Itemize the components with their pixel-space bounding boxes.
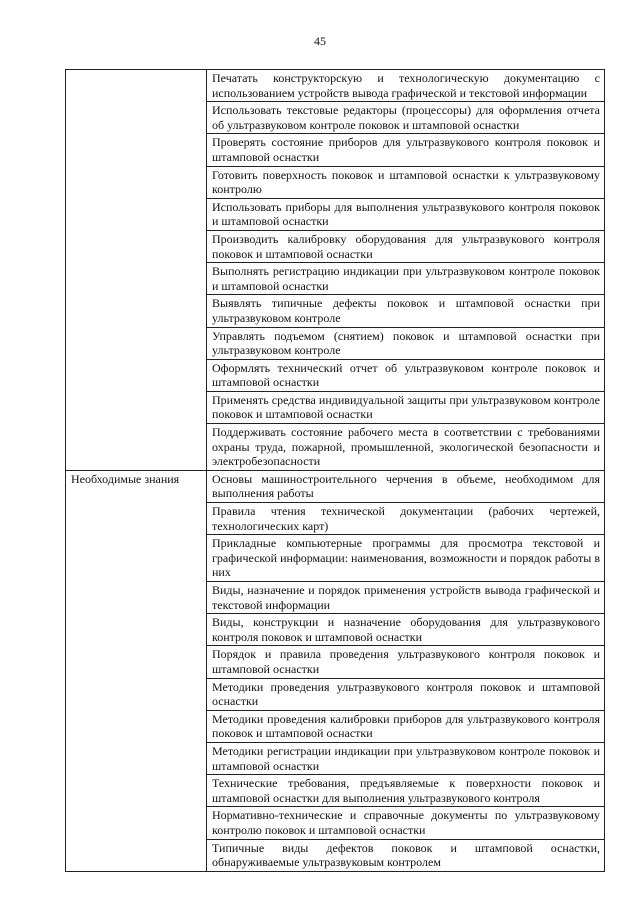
knowledge-item: Порядок и правила проведения ультразвукового контроля поковок и штамповой оснастки xyxy=(207,646,605,678)
knowledge-item: Типичные виды дефектов поковок и штамповой оснастки, обнаруживаемые ультразвуковым контролем xyxy=(207,839,605,871)
skill-item: Выявлять типичные дефекты поковок и штамповой оснастки при ультразвуковом контроле xyxy=(207,295,605,327)
skill-item: Выполнять регистрацию индикации при ультразвуковом контроле поковок и штамповой оснастки xyxy=(207,263,605,295)
knowledge-item: Правила чтения технической документации (рабочих чертежей, технологических карт) xyxy=(207,503,605,535)
skill-item: Готовить поверхность поковок и штамповой оснастки к ультразвуковому контролю xyxy=(207,166,605,198)
skill-item: Производить калибровку оборудования для ультразвукового контроля поковок и штамповой оснастки xyxy=(207,230,605,262)
skill-item: Использовать приборы для выполнения ультразвукового контроля поковок и штамповой оснастки xyxy=(207,198,605,230)
knowledge-item: Прикладные компьютерные программы для просмотра текстовой и графической информации: наименования, возможности и порядок работы в них xyxy=(207,535,605,582)
skill-item: Поддерживать состояние рабочего места в соответствии с требованиями охраны труда, пожарной, промышленной, экологической безопасности и электробезопасности xyxy=(207,424,605,471)
skill-item: Использовать текстовые редакторы (процессоры) для оформления отчета об ультразвуковом контроле поковок и штамповой оснастки xyxy=(207,102,605,134)
table-row xyxy=(66,70,605,102)
knowledge-item: Методики регистрации индикации при ультразвуковом контроле поковок и штамповой оснастки xyxy=(207,742,605,774)
knowledge-item: Виды, конструкции и назначение оборудования для ультразвукового контроля поковок и штамповой оснастки xyxy=(207,614,605,646)
table-body xyxy=(66,70,605,872)
skill-item: Печатать конструкторскую и технологическую документацию с использованием устройств вывода графической и текстовой информации xyxy=(207,70,605,102)
table-row xyxy=(66,470,605,502)
knowledge-item: Основы машиностроительного черчения в объеме, необходимом для выполнения работы xyxy=(207,470,605,502)
knowledge-item: Технические требования, предъявляемые к поверхности поковок и штамповой оснастки для выполнения ультразвукового контроля xyxy=(207,775,605,807)
page-number: 45 xyxy=(314,34,326,48)
knowledge-item: Виды, назначение и порядок применения устройств вывода графической и текстовой информации xyxy=(207,582,605,614)
competency-table xyxy=(65,69,605,872)
knowledge-item: Методики проведения калибровки приборов для ультразвукового контроля поковок и штамповой оснастки xyxy=(207,710,605,742)
knowledge-item: Нормативно-технические и справочные документы по ультразвуковому контролю поковок и штамповой оснастки xyxy=(207,807,605,839)
knowledge-item: Методики проведения ультразвукового контроля поковок и штамповой оснастки xyxy=(207,678,605,710)
skills-label-cell xyxy=(66,70,207,471)
skill-item: Управлять подъемом (снятием) поковок и штамповой оснастки при ультразвуковом контроле xyxy=(207,327,605,359)
skill-item: Проверять состояние приборов для ультразвукового контроля поковок и штамповой оснастки xyxy=(207,134,605,166)
skill-item: Оформлять технический отчет об ультразвуковом контроле поковок и штамповой оснастки xyxy=(207,359,605,391)
knowledge-label: Необходимые знания xyxy=(66,470,207,871)
skill-item: Применять средства индивидуальной защиты при ультразвуковом контроле поковок и штамповой оснастки xyxy=(207,391,605,423)
